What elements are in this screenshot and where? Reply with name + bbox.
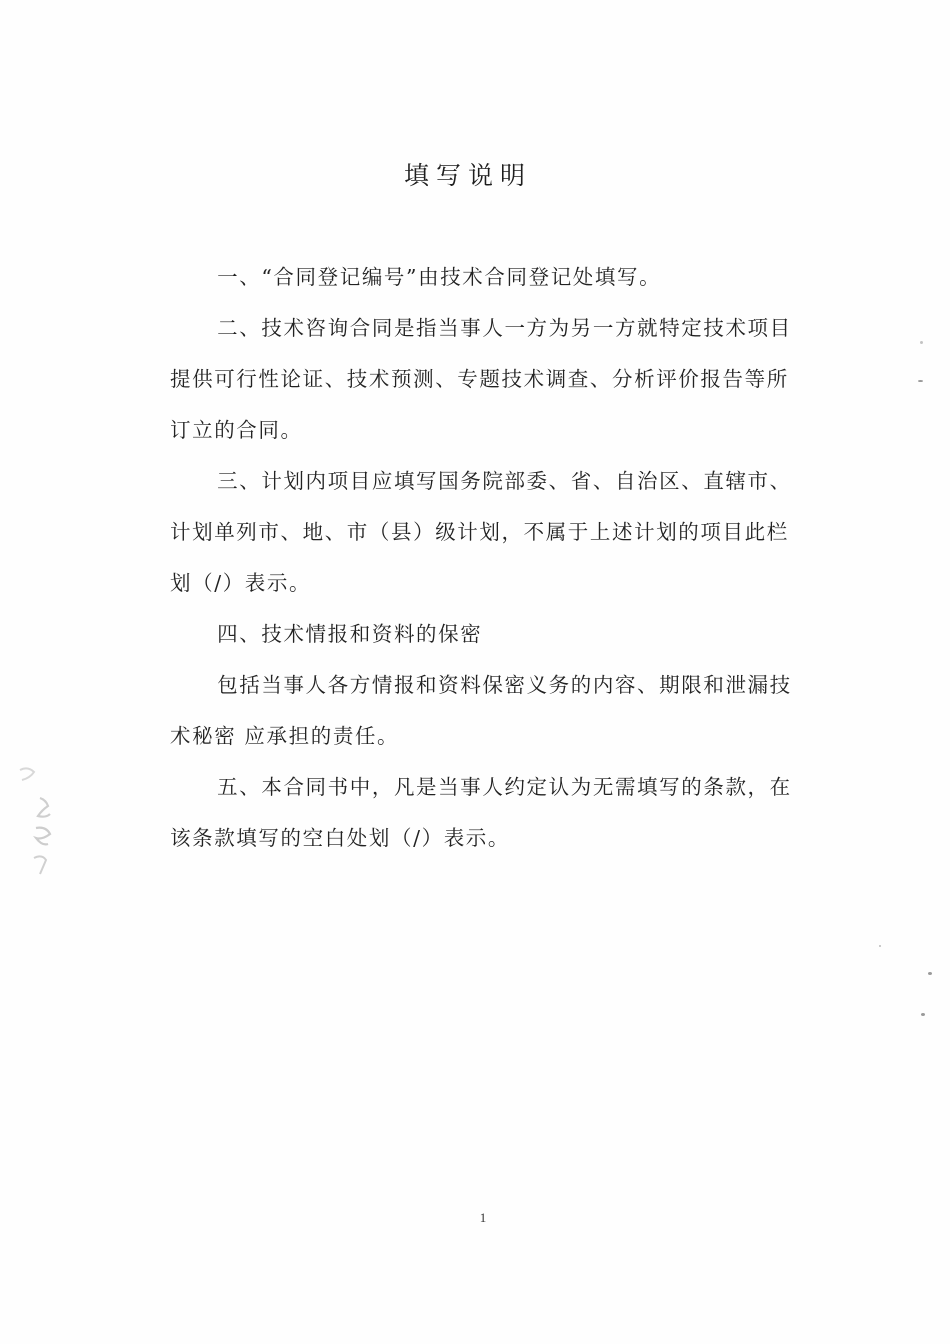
paragraph-consulting-definition: 二、技术咨询合同是指当事人一方为另一方就特定技术项目提供可行性论证、技术预测、专题技术调查、分析评价报告等所订立的合同。 — [170, 316, 792, 442]
page-number: 1 — [479, 1210, 487, 1225]
scan-speck — [920, 341, 923, 344]
paragraph-confidentiality-heading: 四、技术情报和资料的保密 — [217, 622, 483, 646]
paragraph-plan-projects: 三、计划内项目应填写国务院部委、省、自治区、直辖市、计划单列市、地、市（县）级计划，不属于上述计划的项目此栏划（/）表示。 — [170, 469, 792, 595]
page-title: 填写说明 — [403, 161, 532, 190]
paragraph-confidentiality-content: 包括当事人各方情报和资料保密义务的内容、期限和泄漏技术秘密 应承担的责任。 — [170, 673, 792, 748]
paragraph-contract-number: 一、“合同登记编号”由技术合同登记处填写。 — [217, 265, 662, 289]
seal-bleed-mark — [14, 762, 60, 880]
scan-speck — [879, 945, 881, 947]
paragraph-blank-clauses: 五、本合同书中，凡是当事人约定认为无需填写的条款，在该条款填写的空白处划（/）表示。 — [170, 775, 792, 850]
instructions-body — [170, 252, 794, 864]
scan-speck — [928, 972, 932, 975]
scan-speck — [921, 1013, 925, 1016]
scan-speck — [918, 380, 923, 382]
